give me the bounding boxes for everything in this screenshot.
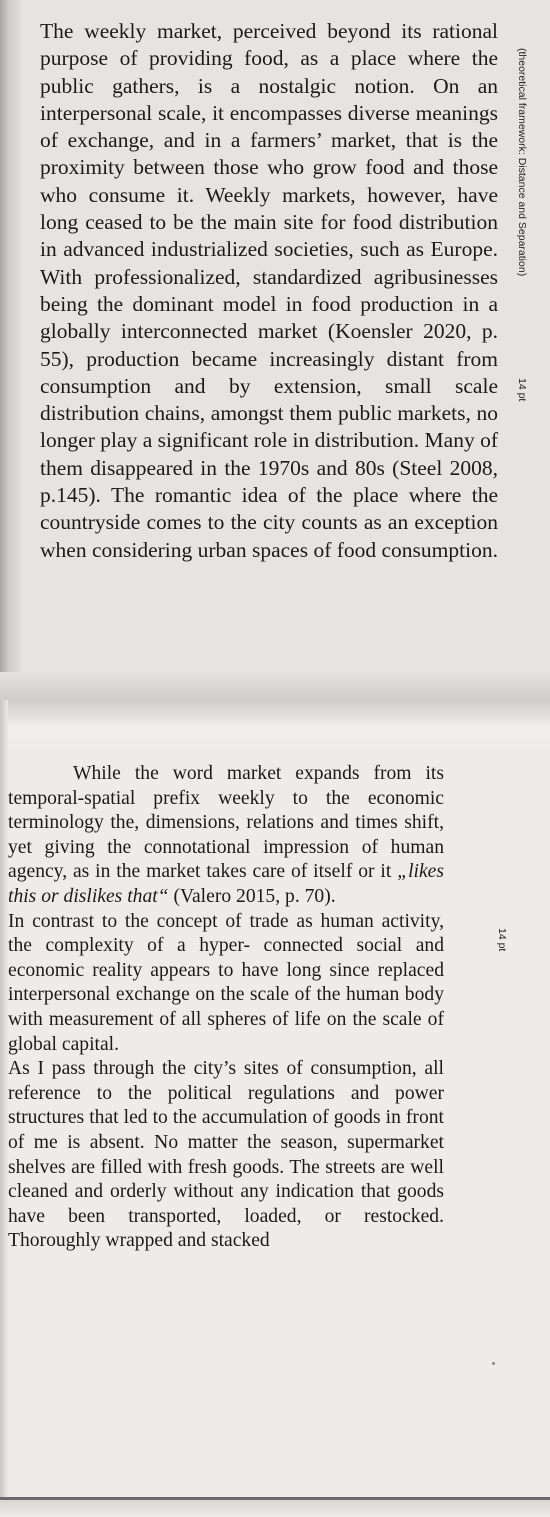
bottom-edge-shadow	[0, 1500, 550, 1517]
paragraph-market-start: While the word market expands from its temporal-spatial prefix weekly to the economic terminology the, dimensions, relations and times shift, yet giving the connotational impression of human agency, as in the market takes care of itself or it	[8, 763, 444, 883]
top-paragraph: The weekly market, perceived beyond its rational purpose of providing food, as a place where the public gathers, is a nostalgic notion. On an interpersonal scale, it encompasses diverse meanings of exchange, and in a farmers’ market, that is the proximity between those who grow food and those who consume it. Weekly markets, however, have long ceased to be the main site for food distribution in advanced industrialized societies, such as Europe. With professionalized, standardized agribusinesses being the dominant model in food production in a globally interconnected market (Koensler 2020, p. 55), production became increasingly distant from consumption and by extension, small scale distribution chains, amongst them public markets, no longer play a significant role in distribution. Many of them disappeared in the 1970s and 80s (Steel 2008, p.145). The romantic idea of the place where the countryside comes to the city counts as an exception when considering urban spaces of food consumption.	[40, 19, 498, 562]
paragraph-consumption: As I pass through the city’s sites of consumption, all reference to the political regulations and power structures that led to the accumulation of goods in front of me is absent. No matter the season, supermarket shelves are filled with fresh goods. The streets are well cleaned and orderly without any indication that goods have been transported, loaded, or restocked. Thoroughly wrapped and stacked	[8, 1058, 444, 1252]
left-binding-shadow	[0, 0, 22, 700]
bottom-text	[8, 762, 444, 1254]
quote-likes: „likes this or dislikes that“	[8, 861, 444, 907]
sheet-fold	[0, 672, 550, 752]
side-note-pt-top: 14 pt	[516, 378, 528, 402]
left-edge-shadow	[0, 700, 8, 1517]
paragraph-market	[8, 762, 444, 910]
side-note-pt-bottom: 14 pt	[496, 928, 508, 952]
side-note-title: (theoretical framework: Distance and Separation)	[516, 48, 528, 277]
paragraph-market-end: (Valero 2015, p. 70).	[168, 885, 336, 907]
speck-mark	[492, 1362, 495, 1365]
paragraph-contrast: In contrast to the concept of trade as human activity, the complexity of a hyper- connected social and economic reality appears to have long since replaced interpersonal exchange on the scale of the human body with measurement of all spheres of life on the scale of global capital.	[8, 910, 444, 1055]
